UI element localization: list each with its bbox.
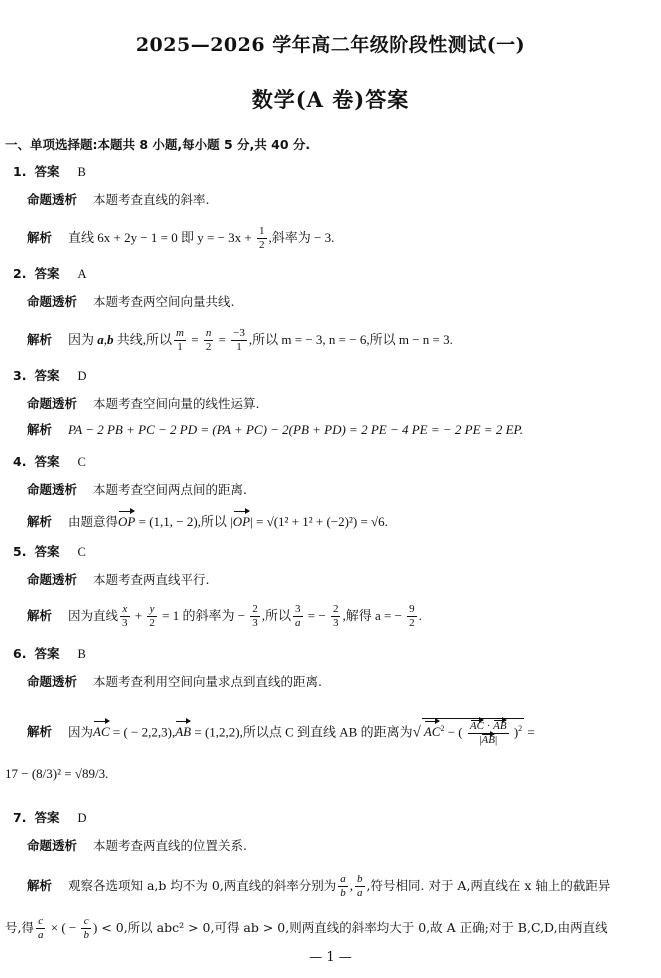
question-6-solution: 解析 因为AC = ( − 2,2,3),AB = (1,2,2),所以点 C 到直线 AB 的距离为√ $AC^2$ − ( $\frac{AC \cdot AB}{|AB|}$ )$^2$ = (27, 719, 535, 746)
question-3-hint: 命题透析 本题考查空间向量的线性运算. (27, 396, 260, 411)
question-7-answer: 7. 答案 D (13, 810, 87, 825)
question-1-hint: 命题透析 本题考查直线的斜率. (27, 192, 210, 207)
question-6-solution-cont: 17 − (8/3)² = √89/3. (5, 766, 109, 781)
question-3-answer: 3. 答案 D (13, 368, 87, 383)
question-7-hint: 命题透析 本题考查两直线的位置关系. (27, 838, 247, 853)
question-5-answer: 5. 答案 C (13, 544, 86, 559)
question-4-hint: 命题透析 本题考查空间两点间的距离. (27, 482, 247, 497)
page-subtitle: 数学(A 卷)答案 (251, 87, 410, 112)
question-7-solution: 解析 观察各选项知 a,b 均不为 0,两直线的斜率分别为 $\frac{a}{b}$ , $\frac{b}{a}$ ,符号相同. 对于 A,两直线在 x 轴上的截距异 (27, 873, 611, 899)
question-4-solution: 解析 由题意得OP = (1,1, − 2),所以 |OP| = √(1² + 1² + (−2)²) = √6. (27, 512, 388, 532)
question-4-answer: 4. 答案 C (13, 454, 86, 469)
question-6-answer: 6. 答案 B (13, 646, 86, 661)
question-5-hint: 命题透析 本题考查两直线平行. (27, 572, 210, 587)
question-7-solution-cont: 号,得 $\frac{c}{a}$ × ( − $\frac{c}{b}$ ) < 0,所以 abc² > 0,可得 ab > 0,则两直线的斜率均大于 0,故 A 正确;对于 B,C,D,由两直线 (5, 915, 608, 941)
question-2-hint: 命题透析 本题考查两空间向量共线. (27, 294, 235, 309)
question-3-solution: 解析 PA − 2 PB + PC − 2 PD = (PA + PC) − 2(PB + PD) = 2 PE − 4 PE = − 2 PE = 2 EP. (27, 422, 524, 437)
question-1-solution: 解析 直线 6x + 2y − 1 = 0 即 y = − 3x + $\frac{1}{2}$ ,斜率为 − 3. (27, 225, 335, 251)
page-number: — 1 — (309, 950, 352, 965)
question-2-answer: 2. 答案 A (13, 266, 87, 281)
section-heading: 一、单项选择题:本题共 8 小题,每小题 5 分,共 40 分. (5, 137, 311, 152)
question-2-solution: 解析 因为 a,b 共线,所以 $\frac{m}{1}$ = $\frac{n}{2}$ = $\frac{-3}{1}$ ,所以 m = − 3, n = − 6,所以 m − n = 3. (27, 327, 453, 353)
question-5-solution: 解析 因为直线 $\frac{x}{3}$ + $\frac{y}{2}$ = 1 的斜率为 − $\frac{2}{3}$ ,所以 $\frac{3}{a}$ = − $\frac{2}{3}$ ,解得 a = − $\frac{9}{2}$ . (27, 603, 422, 629)
page-title: 2025—2026 学年高二年级阶段性测试(一) (135, 34, 526, 56)
question-6-hint: 命题透析 本题考查利用空间向量求点到直线的距离. (27, 674, 322, 689)
question-1-answer: 1. 答案 B (13, 164, 86, 179)
